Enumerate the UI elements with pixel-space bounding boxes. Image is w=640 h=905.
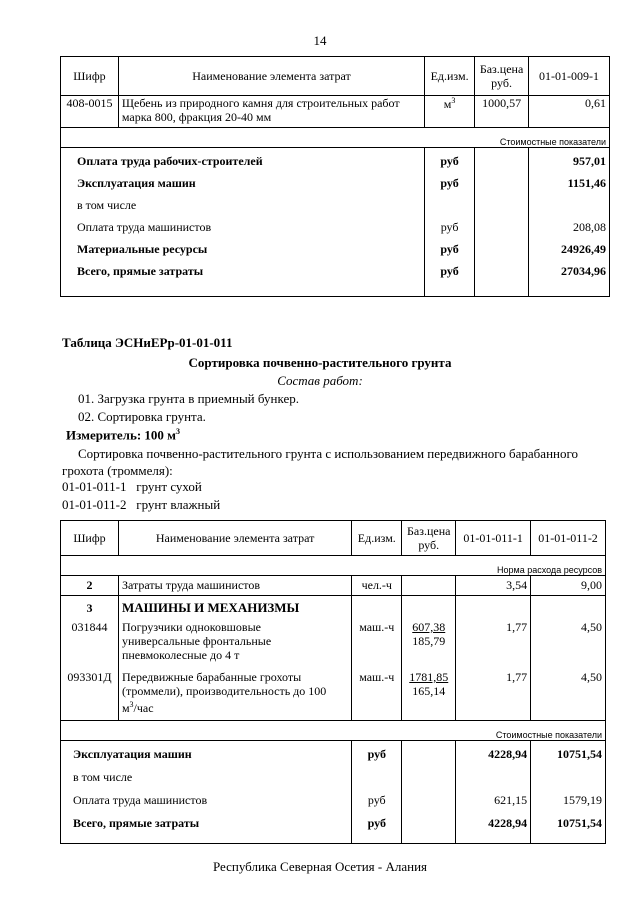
row-value: 3,54 — [456, 576, 531, 596]
header-price: Баз.цена руб. — [402, 521, 456, 556]
cost-body — [61, 741, 606, 844]
variant-item: 01-01-011-1 грунт сухой — [62, 479, 202, 494]
resource-value: 0,61 — [529, 96, 610, 128]
cost-names — [61, 148, 425, 297]
cost-values: 957,01 1151,46 208,08 24926,49 27034,96 — [529, 148, 610, 297]
resource-price: 1000,57 — [475, 96, 529, 128]
header-code: Шифр — [61, 521, 119, 556]
header-code: Шифр — [61, 57, 119, 96]
table-header-row — [61, 57, 610, 96]
machine-names: МАШИНЫ И МЕХАНИЗМЫ Погрузчики одноковшовые универсальные фронтальные пневмоколесные до 4 т Передвижные барабанные грохоты (троммели), производительность до 100 $м^3$/час — [118, 596, 351, 721]
cost-body — [61, 148, 610, 297]
resource-name: Щебень из природного камня для строительных работ марка 800, фракция 20-40 мм — [118, 96, 424, 128]
table-row — [61, 576, 606, 596]
cost-name: в том числе — [77, 198, 137, 212]
works-title: Состав работ: — [277, 373, 363, 388]
cost-name: Оплата труда машинистов — [77, 220, 212, 234]
cost-values-1: 4228,94 621,15 4228,94 — [456, 741, 531, 844]
header-column: 01-01-011-2 — [531, 521, 606, 556]
norm-header-row — [61, 556, 606, 576]
row-unit: чел.-ч — [352, 576, 402, 596]
header-price: Баз.цена руб. — [475, 57, 529, 96]
cost-values-2: 10751,54 1579,19 10751,54 — [531, 741, 606, 844]
cost-units: руб руб руб — [352, 741, 402, 844]
machine-codes: 3 031844 093301Д — [61, 596, 119, 721]
work-item: 02. Сортировка грунта. — [78, 409, 206, 424]
table-row — [61, 96, 610, 128]
variant-item: 01-01-011-2 грунт влажный — [62, 497, 221, 512]
cost-header: Стоимостные показатели — [61, 128, 610, 148]
resource-table-2 — [60, 520, 606, 844]
header-name: Наименование элемента затрат — [118, 521, 351, 556]
table-title: Таблица ЭСНиЕРр-01-01-011 — [62, 335, 233, 350]
resource-unit: $м^3$ — [425, 96, 475, 128]
cost-units: руб руб руб руб руб — [425, 148, 475, 297]
cost-header-row — [61, 721, 606, 741]
header-name: Наименование элемента затрат — [118, 57, 424, 96]
cost-names: Эксплуатация машин в том числе Оплата труда машинистов Всего, прямые затраты — [61, 741, 352, 844]
cost-price-empty — [475, 148, 529, 297]
work-item: 01. Загрузка грунта в приемный бункер. — [78, 391, 299, 406]
section-subtitle: Сортировка почвенно-растительного грунта — [188, 355, 452, 370]
cost-name: Всего, прямые затраты — [77, 264, 204, 278]
cost-header: Стоимостные показатели — [61, 721, 606, 741]
machine-values-2: 4,50 4,50 — [531, 596, 606, 721]
row-code: 2 — [61, 576, 119, 596]
machine-units: маш.-ч маш.-ч — [352, 596, 402, 721]
resource-code: 408-0015 — [61, 96, 119, 128]
cost-name: Материальные ресурсы — [77, 242, 208, 256]
machine-prices: 607,38 185,79 1781,85 165,14 — [402, 596, 456, 721]
description-line: Сортировка почвенно-растительного грунта с использованием передвижного барабанного — [78, 446, 578, 461]
header-column: 01-01-009-1 — [529, 57, 610, 96]
cost-header-row — [61, 128, 610, 148]
resource-table-1 — [60, 56, 610, 297]
norm-header: Норма расхода ресурсов — [61, 556, 606, 576]
cost-name: Оплата труда рабочих-строителей — [77, 154, 263, 168]
description-line: грохота (троммеля): — [62, 463, 173, 478]
meter-label: Измеритель: 100 $м^3$ — [66, 427, 181, 443]
machine-values-1: 1,77 1,77 — [456, 596, 531, 721]
header-unit: Ед.изм. — [352, 521, 402, 556]
row-name: Затраты труда машинистов — [118, 576, 351, 596]
cost-name: Эксплуатация машин — [77, 176, 196, 190]
machines-block — [61, 596, 606, 721]
header-unit: Ед.изм. — [425, 57, 475, 96]
table-header-row — [61, 521, 606, 556]
row-value: 9,00 — [531, 576, 606, 596]
header-column: 01-01-011-1 — [456, 521, 531, 556]
page-number: 14 — [313, 33, 327, 48]
page-footer: Республика Северная Осетия - Алания — [212, 859, 428, 874]
